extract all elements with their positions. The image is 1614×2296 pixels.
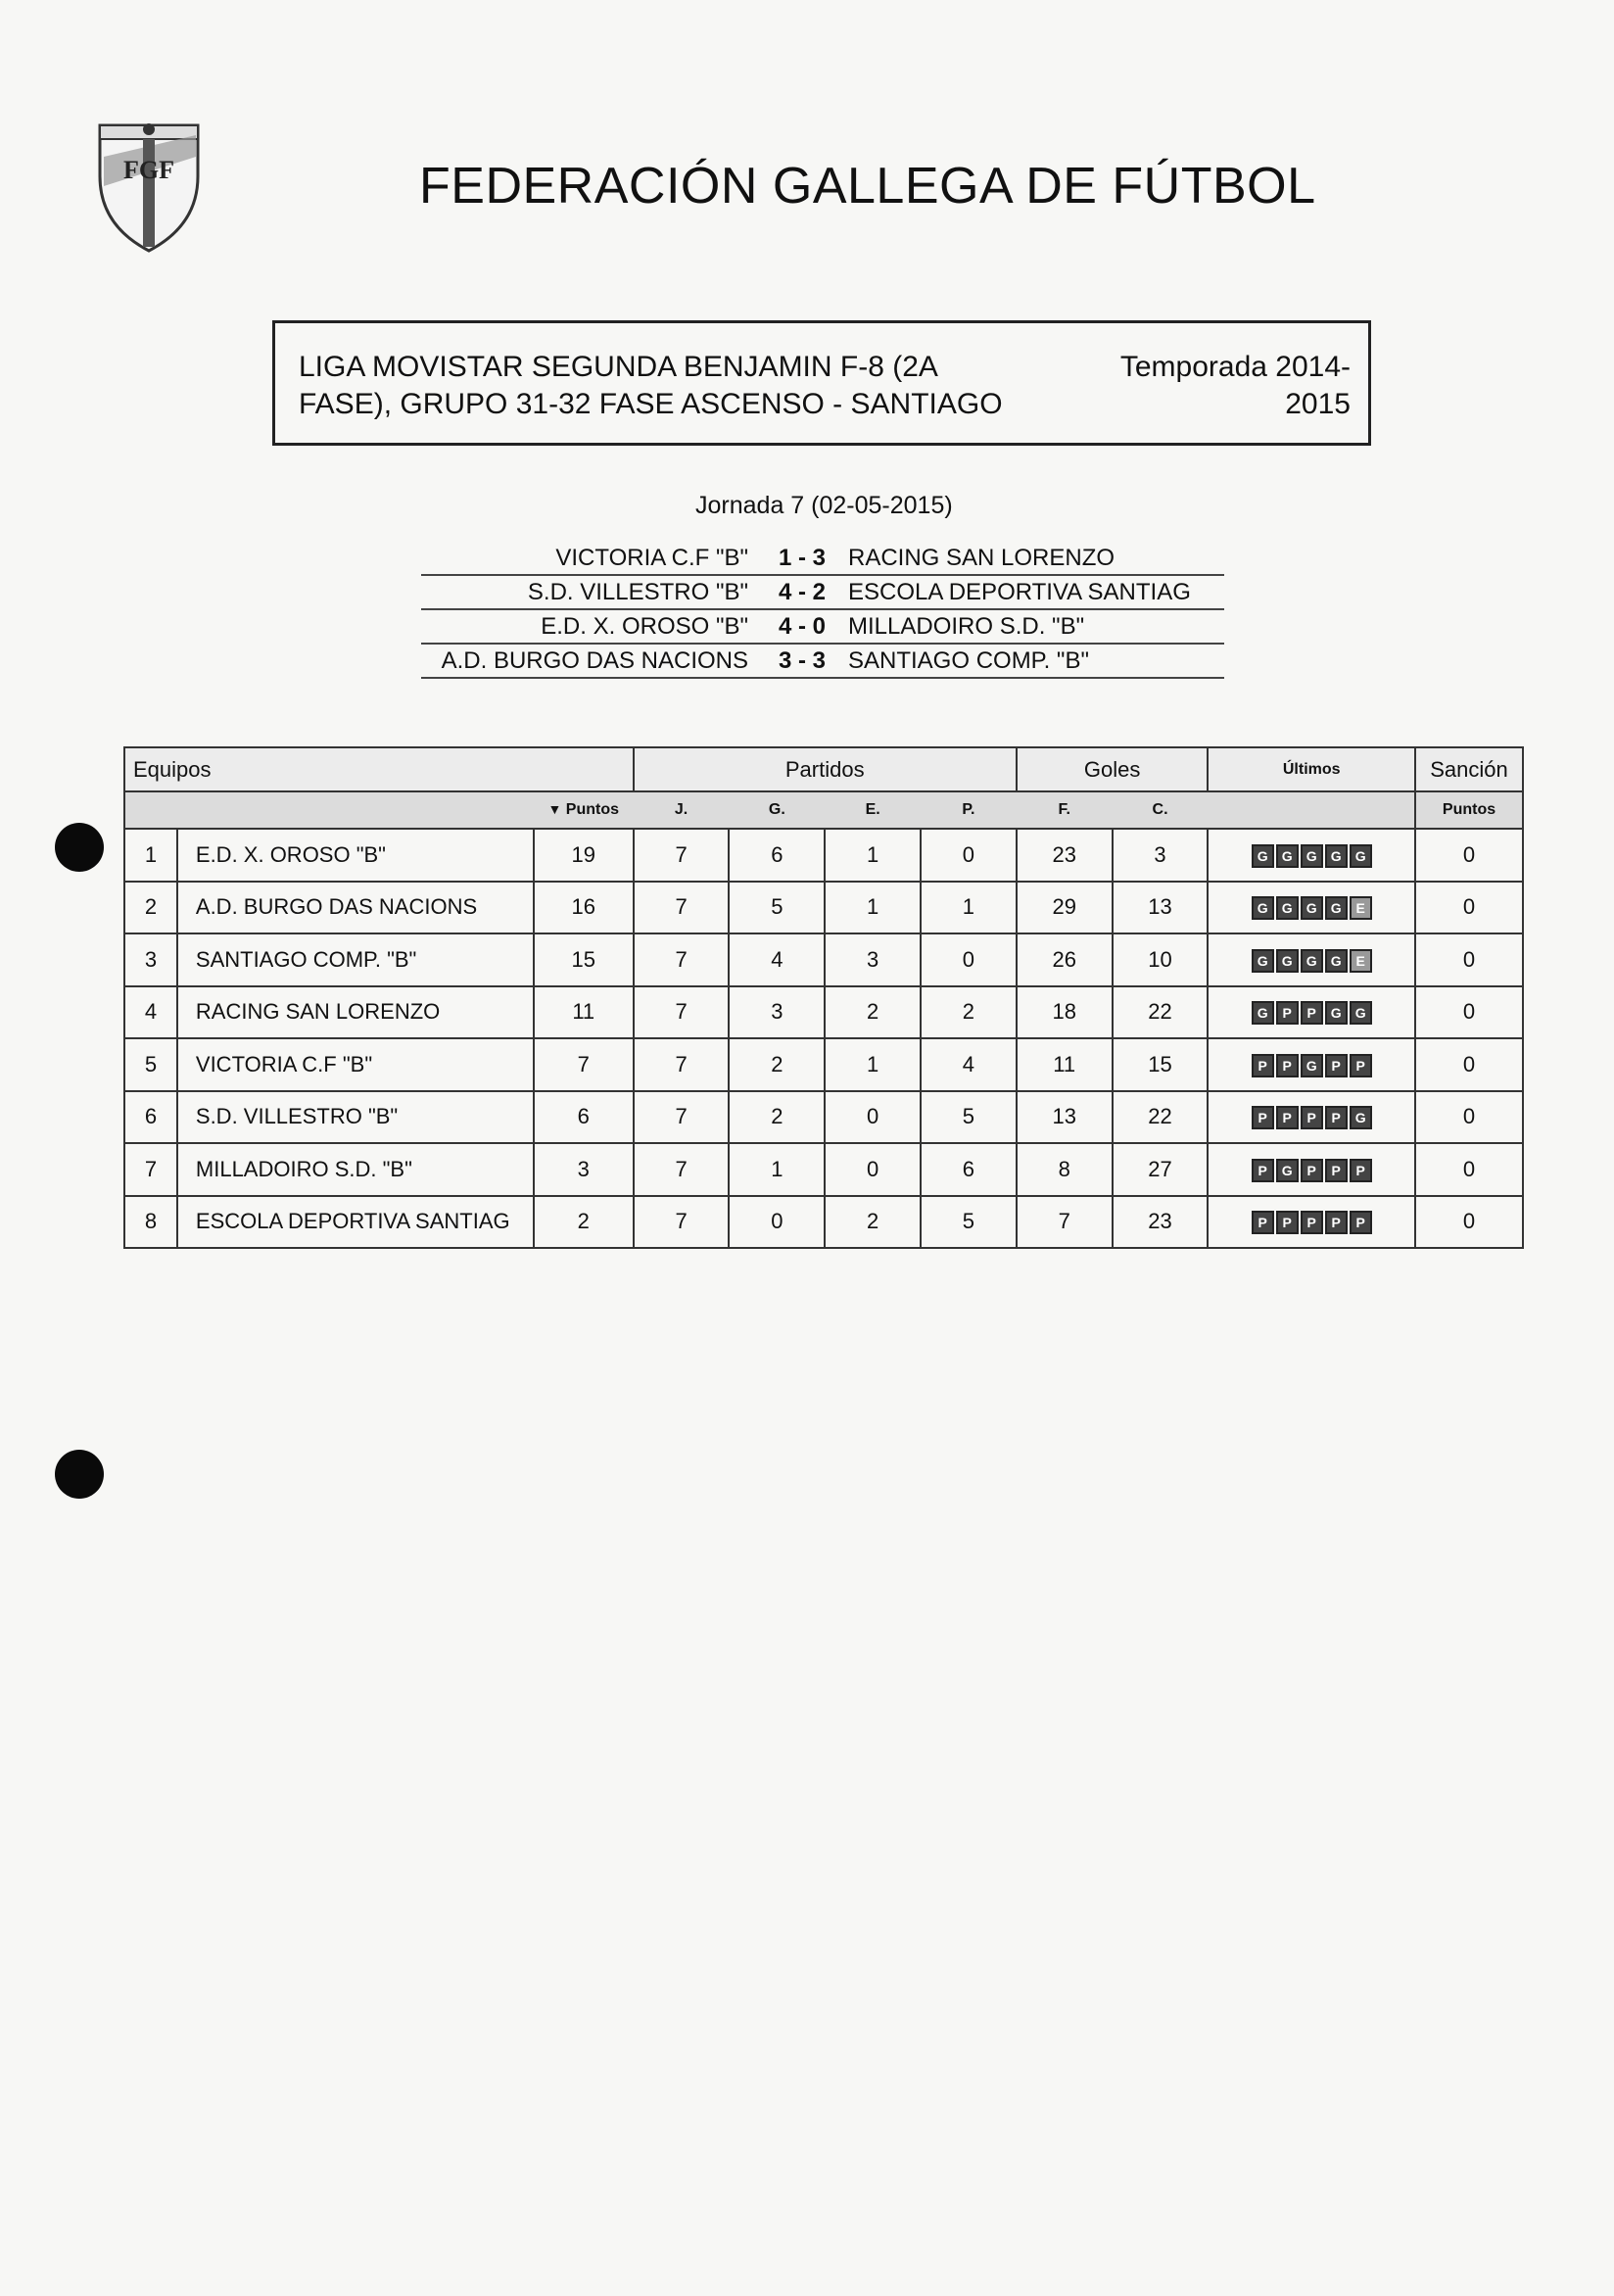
result-badge: P: [1276, 1054, 1299, 1077]
last-results: [1208, 1143, 1415, 1196]
won: 1: [729, 1143, 825, 1196]
result-badge: G: [1301, 1054, 1323, 1077]
pos-col-header: [124, 791, 177, 829]
result-badge: G: [1276, 844, 1299, 868]
result-badge: P: [1276, 1001, 1299, 1025]
position: 1: [124, 829, 177, 882]
sanction-points: 0: [1415, 986, 1523, 1039]
ultimos-header: Últimos: [1208, 747, 1415, 791]
result-badge: P: [1252, 1159, 1274, 1182]
table-row: [124, 829, 1523, 882]
goals-against: 3: [1113, 829, 1209, 882]
home-team: E.D. X. OROSO "B": [421, 609, 768, 644]
result-badge: P: [1350, 1159, 1372, 1182]
goals-against: 10: [1113, 933, 1209, 986]
drawn: 0: [825, 1143, 921, 1196]
result-badge: P: [1252, 1211, 1274, 1234]
team-name: MILLADOIRO S.D. "B": [177, 1143, 534, 1196]
sanction-points: 0: [1415, 1143, 1523, 1196]
c-col-header: C.: [1113, 791, 1209, 829]
won: 4: [729, 933, 825, 986]
home-team: A.D. BURGO DAS NACIONS: [421, 644, 768, 678]
partidos-header: Partidos: [634, 747, 1017, 791]
sanction-points: 0: [1415, 1091, 1523, 1144]
sanction-points: 0: [1415, 1196, 1523, 1249]
punch-hole-top: [55, 823, 104, 872]
goals-for: 29: [1017, 882, 1113, 934]
page-title: FEDERACIÓN GALLEGA DE FÚTBOL: [419, 158, 1316, 215]
score: 1 - 3: [768, 542, 836, 575]
g-col-header: G.: [729, 791, 825, 829]
goals-against: 23: [1113, 1196, 1209, 1249]
position: 5: [124, 1038, 177, 1091]
points: 11: [534, 986, 634, 1039]
season-line1: Temporada 2014-: [1119, 351, 1351, 383]
position: 3: [124, 933, 177, 986]
result-badge: P: [1325, 1106, 1348, 1129]
sanction-points: 0: [1415, 882, 1523, 934]
goals-for: 13: [1017, 1091, 1113, 1144]
result-badge: G: [1350, 1106, 1372, 1129]
last-results: [1208, 1196, 1415, 1249]
result-row: [421, 644, 1224, 678]
away-team: ESCOLA DEPORTIVA SANTIAG: [836, 575, 1224, 609]
played: 7: [634, 1143, 730, 1196]
score: 4 - 2: [768, 575, 836, 609]
result-badge: G: [1252, 949, 1274, 973]
result-badge: G: [1350, 1001, 1372, 1025]
result-badge: G: [1252, 1001, 1274, 1025]
season-line2: 2015: [1285, 388, 1351, 420]
drawn: 2: [825, 986, 921, 1039]
drawn: 2: [825, 1196, 921, 1249]
result-badge: G: [1325, 844, 1348, 868]
home-team: VICTORIA C.F "B": [421, 542, 768, 575]
goals-against: 27: [1113, 1143, 1209, 1196]
goals-against: 13: [1113, 882, 1209, 934]
away-team: RACING SAN LORENZO: [836, 542, 1224, 575]
result-badge: G: [1276, 896, 1299, 920]
last-results: [1208, 1038, 1415, 1091]
sort-desc-icon: ▼: [547, 801, 562, 817]
result-badge: G: [1325, 896, 1348, 920]
goals-for: 11: [1017, 1038, 1113, 1091]
league-name-line2: FASE), GRUPO 31-32 FASE ASCENSO - SANTIAGO: [299, 388, 1003, 420]
played: 7: [634, 1091, 730, 1144]
points: 6: [534, 1091, 634, 1144]
goals-against: 15: [1113, 1038, 1209, 1091]
result-row: [421, 542, 1224, 575]
points: 15: [534, 933, 634, 986]
result-badge: P: [1252, 1106, 1274, 1129]
f-col-header: F.: [1017, 791, 1113, 829]
table-row: [124, 986, 1523, 1039]
federation-logo-icon: [94, 118, 204, 255]
results-table: [421, 542, 1224, 679]
result-badge: P: [1325, 1211, 1348, 1234]
score: 3 - 3: [768, 644, 836, 678]
goals-for: 26: [1017, 933, 1113, 986]
team-name: E.D. X. OROSO "B": [177, 829, 534, 882]
position: 7: [124, 1143, 177, 1196]
result-badge: P: [1301, 1211, 1323, 1234]
position: 2: [124, 882, 177, 934]
result-badge: E: [1350, 949, 1372, 973]
j-col-header: J.: [634, 791, 730, 829]
league-name-line1: LIGA MOVISTAR SEGUNDA BENJAMIN F-8 (2A: [299, 351, 938, 383]
goals-for: 18: [1017, 986, 1113, 1039]
drawn: 1: [825, 829, 921, 882]
result-badge: G: [1301, 896, 1323, 920]
result-badge: G: [1350, 844, 1372, 868]
won: 2: [729, 1038, 825, 1091]
table-row: [124, 1091, 1523, 1144]
table-row: [124, 1196, 1523, 1249]
result-badge: G: [1301, 949, 1323, 973]
result-badge: P: [1252, 1054, 1274, 1077]
last-results: [1208, 986, 1415, 1039]
result-badge: P: [1325, 1054, 1348, 1077]
lost: 0: [921, 829, 1017, 882]
points: 2: [534, 1196, 634, 1249]
result-badge: P: [1301, 1001, 1323, 1025]
won: 6: [729, 829, 825, 882]
drawn: 0: [825, 1091, 921, 1144]
lost: 6: [921, 1143, 1017, 1196]
goals-for: 8: [1017, 1143, 1113, 1196]
team-name: S.D. VILLESTRO "B": [177, 1091, 534, 1144]
league-name: [299, 349, 1004, 423]
sancion-header: Sanción: [1415, 747, 1523, 791]
team-name: SANTIAGO COMP. "B": [177, 933, 534, 986]
lost: 5: [921, 1091, 1017, 1144]
drawn: 1: [825, 882, 921, 934]
result-badge: E: [1350, 896, 1372, 920]
points: 19: [534, 829, 634, 882]
ultimos-col-header: [1208, 791, 1415, 829]
played: 7: [634, 1038, 730, 1091]
played: 7: [634, 986, 730, 1039]
table-row: [124, 1038, 1523, 1091]
points: 16: [534, 882, 634, 934]
home-team: S.D. VILLESTRO "B": [421, 575, 768, 609]
result-badge: G: [1325, 1001, 1348, 1025]
points: 3: [534, 1143, 634, 1196]
result-badge: P: [1301, 1106, 1323, 1129]
result-row: [421, 609, 1224, 644]
goals-for: 23: [1017, 829, 1113, 882]
team-name: A.D. BURGO DAS NACIONS: [177, 882, 534, 934]
played: 7: [634, 933, 730, 986]
lost: 0: [921, 933, 1017, 986]
result-badge: G: [1252, 844, 1274, 868]
puntos-label: Puntos: [565, 801, 619, 818]
result-badge: P: [1301, 1159, 1323, 1182]
team-name: VICTORIA C.F "B": [177, 1038, 534, 1091]
last-results: [1208, 829, 1415, 882]
result-row: [421, 575, 1224, 609]
won: 5: [729, 882, 825, 934]
won: 2: [729, 1091, 825, 1144]
table-row: [124, 1143, 1523, 1196]
group-header-row: [124, 747, 1523, 791]
puntos-col-header[interactable]: [534, 791, 634, 829]
position: 8: [124, 1196, 177, 1249]
goals-for: 7: [1017, 1196, 1113, 1249]
last-results: [1208, 1091, 1415, 1144]
lost: 5: [921, 1196, 1017, 1249]
league-box: [272, 320, 1371, 446]
equipos-header: Equipos: [124, 747, 634, 791]
played: 7: [634, 1196, 730, 1249]
lost: 2: [921, 986, 1017, 1039]
last-results: [1208, 933, 1415, 986]
drawn: 1: [825, 1038, 921, 1091]
sancion-puntos-header: Puntos: [1415, 791, 1523, 829]
result-badge: G: [1276, 949, 1299, 973]
result-badge: G: [1325, 949, 1348, 973]
standings-table: [123, 746, 1524, 1249]
played: 7: [634, 882, 730, 934]
position: 4: [124, 986, 177, 1039]
result-badge: P: [1350, 1211, 1372, 1234]
column-header-row: [124, 791, 1523, 829]
score: 4 - 0: [768, 609, 836, 644]
goals-against: 22: [1113, 986, 1209, 1039]
result-badge: P: [1325, 1159, 1348, 1182]
points: 7: [534, 1038, 634, 1091]
result-badge: P: [1276, 1106, 1299, 1129]
table-row: [124, 933, 1523, 986]
goles-header: Goles: [1017, 747, 1209, 791]
position: 6: [124, 1091, 177, 1144]
away-team: MILLADOIRO S.D. "B": [836, 609, 1224, 644]
away-team: SANTIAGO COMP. "B": [836, 644, 1224, 678]
season: [1096, 349, 1351, 423]
logo-text: FGF: [123, 156, 174, 184]
result-badge: P: [1276, 1211, 1299, 1234]
punch-hole-bottom: [55, 1450, 104, 1499]
team-col-header: [177, 791, 534, 829]
last-results: [1208, 882, 1415, 934]
result-badge: G: [1276, 1159, 1299, 1182]
result-badge: P: [1350, 1054, 1372, 1077]
sanction-points: 0: [1415, 829, 1523, 882]
lost: 4: [921, 1038, 1017, 1091]
e-col-header: E.: [825, 791, 921, 829]
won: 3: [729, 986, 825, 1039]
sanction-points: 0: [1415, 1038, 1523, 1091]
played: 7: [634, 829, 730, 882]
result-badge: G: [1252, 896, 1274, 920]
p-col-header: P.: [921, 791, 1017, 829]
team-name: ESCOLA DEPORTIVA SANTIAG: [177, 1196, 534, 1249]
jornada-title: Jornada 7 (02-05-2015): [695, 492, 953, 519]
goals-against: 22: [1113, 1091, 1209, 1144]
result-badge: G: [1301, 844, 1323, 868]
drawn: 3: [825, 933, 921, 986]
lost: 1: [921, 882, 1017, 934]
won: 0: [729, 1196, 825, 1249]
table-row: [124, 882, 1523, 934]
sanction-points: 0: [1415, 933, 1523, 986]
team-name: RACING SAN LORENZO: [177, 986, 534, 1039]
